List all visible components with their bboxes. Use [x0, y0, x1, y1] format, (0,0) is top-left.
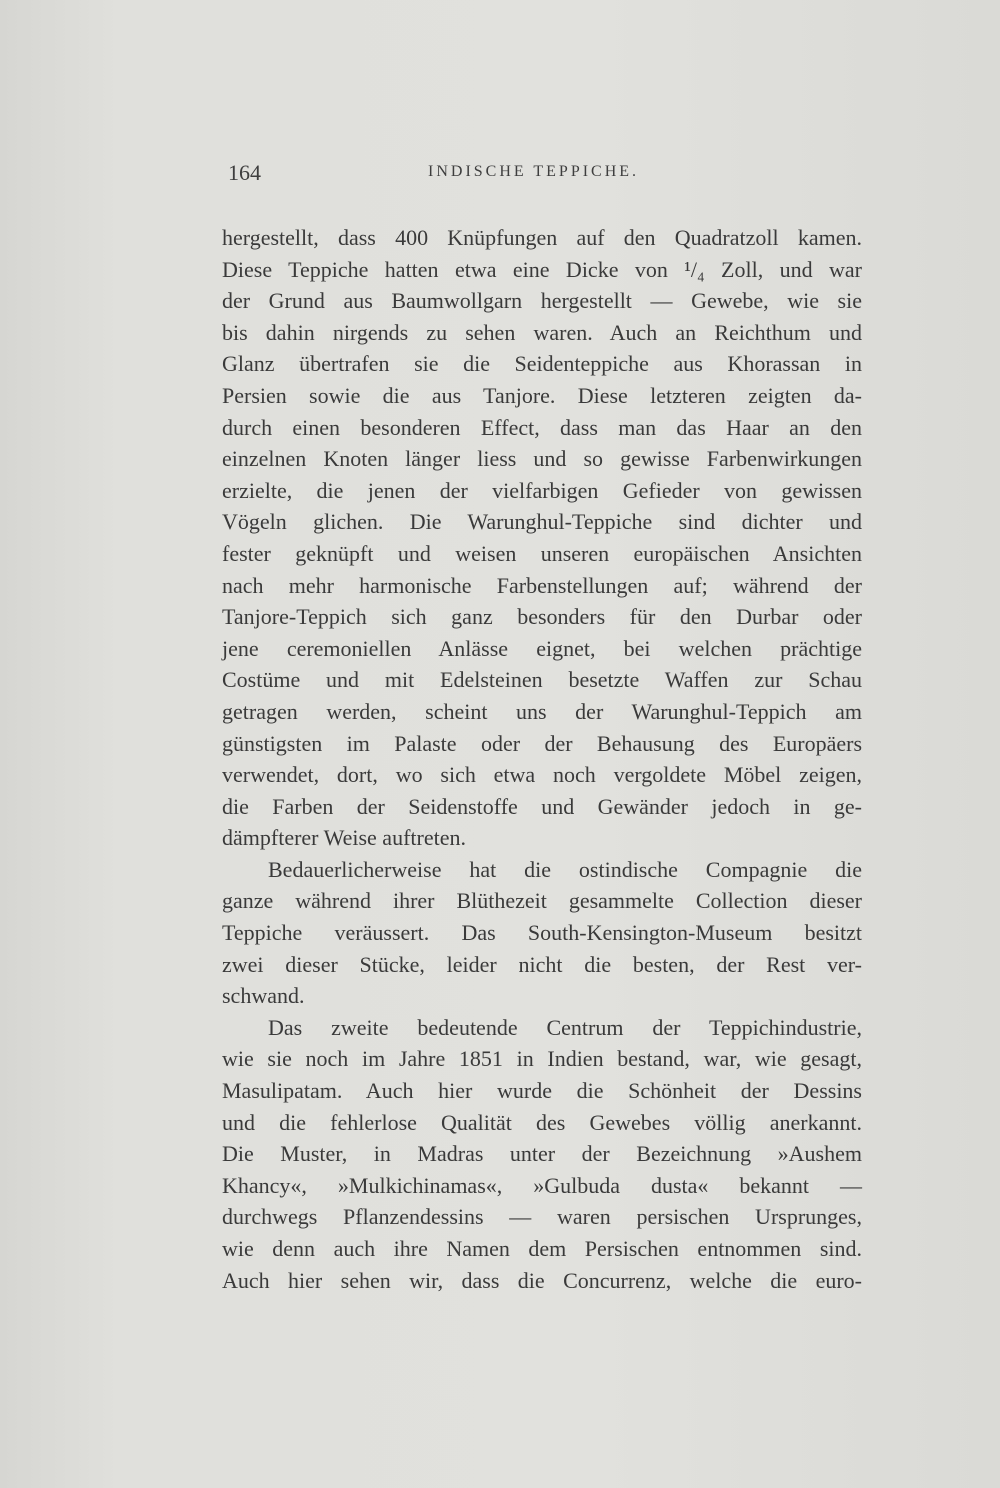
- text-line: Die Muster, in Madras unter der Bezeichnung »Aushem: [222, 1141, 862, 1167]
- text-line: bis dahin nirgends zu sehen waren. Auch an Reichthum und: [222, 319, 862, 345]
- text-line: wie sie noch im Jahre 1851 in Indien bestand, war, wie gesagt,: [222, 1046, 862, 1072]
- text-line: erzielte, die jenen der vielfarbigen Gefieder von gewissen: [222, 477, 862, 503]
- text-line: Vögeln glichen. Die Warunghul-Teppiche sind dichter und: [222, 509, 862, 535]
- text-line: günstigsten im Palaste oder der Behausung des Europäers: [222, 730, 862, 756]
- text-line: Auch hier sehen wir, dass die Concurrenz, welche die euro-: [222, 1267, 862, 1293]
- text-line: Khancy«, »Mulkichinamas«, »Gulbuda dusta« bekannt —: [222, 1172, 862, 1198]
- text-line: Bedauerlicherweise hat die ostindische Compagnie die: [268, 856, 862, 882]
- running-title: INDISCHE TEPPICHE.: [428, 163, 640, 180]
- text-line: durch einen besonderen Effect, dass man das Haar an den: [222, 414, 862, 440]
- text-line: verwendet, dort, wo sich etwa noch vergoldete Möbel zeigen,: [222, 762, 862, 788]
- text-line: Glanz übertrafen sie die Seidenteppiche aus Khorassan in: [222, 351, 862, 377]
- text-line: und die fehlerlose Qualität des Gewebes völlig anerkannt.: [222, 1109, 862, 1135]
- text-line: der Grund aus Baumwollgarn hergestellt — Gewebe, wie sie: [222, 288, 862, 314]
- text-line: Diese Teppiche hatten etwa eine Dicke von ¹/₄ Zoll, und war: [222, 256, 862, 282]
- text-line: Masulipatam. Auch hier wurde die Schönheit der Dessins: [222, 1078, 862, 1104]
- text-line: zwei dieser Stücke, leider nicht die besten, der Rest ver-: [222, 951, 862, 977]
- page-number: 164: [228, 160, 261, 185]
- text-line: Das zweite bedeutende Centrum der Teppichindustrie,: [268, 1014, 862, 1040]
- text-line: nach mehr harmonische Farbenstellungen auf; während der: [222, 572, 862, 598]
- text-line: ganze während ihrer Blüthezeit gesammelte Collection dieser: [222, 888, 862, 914]
- text-line: schwand.: [222, 983, 305, 1009]
- paragraph: [222, 1012, 862, 1296]
- text-line: die Farben der Seidenstoffe und Gewänder jedoch in ge-: [222, 793, 862, 819]
- text-line: fester geknüpft und weisen unseren europäischen Ansichten: [222, 540, 862, 566]
- running-head: [228, 160, 864, 190]
- paragraph: [222, 854, 862, 1012]
- text-line: Teppiche veräussert. Das South-Kensington-Museum besitzt: [222, 920, 862, 946]
- text-line: einzelnen Knoten länger liess und so gewisse Farbenwirkungen: [222, 446, 862, 472]
- text-line: dämpfterer Weise auftreten.: [222, 825, 466, 851]
- text-line: hergestellt, dass 400 Knüpfungen auf den Quadratzoll kamen.: [222, 225, 862, 250]
- text-line: Tanjore-Teppich sich ganz besonders für den Durbar oder: [222, 604, 862, 630]
- paragraph: [222, 222, 862, 854]
- text-line: Persien sowie die aus Tanjore. Diese letzteren zeigten da-: [222, 382, 862, 408]
- text-line: wie denn auch ihre Namen dem Persischen entnommen sind.: [222, 1236, 862, 1261]
- text-line: durchwegs Pflanzendessins — waren persischen Ursprunges,: [222, 1204, 862, 1230]
- body-text: [222, 222, 862, 1296]
- text-line: jene ceremoniellen Anlässe eignet, bei welchen prächtige: [222, 635, 862, 661]
- text-line: getragen werden, scheint uns der Warunghul-Teppich am: [222, 698, 862, 724]
- text-line: Costüme und mit Edelsteinen besetzte Waffen zur Schau: [222, 667, 862, 693]
